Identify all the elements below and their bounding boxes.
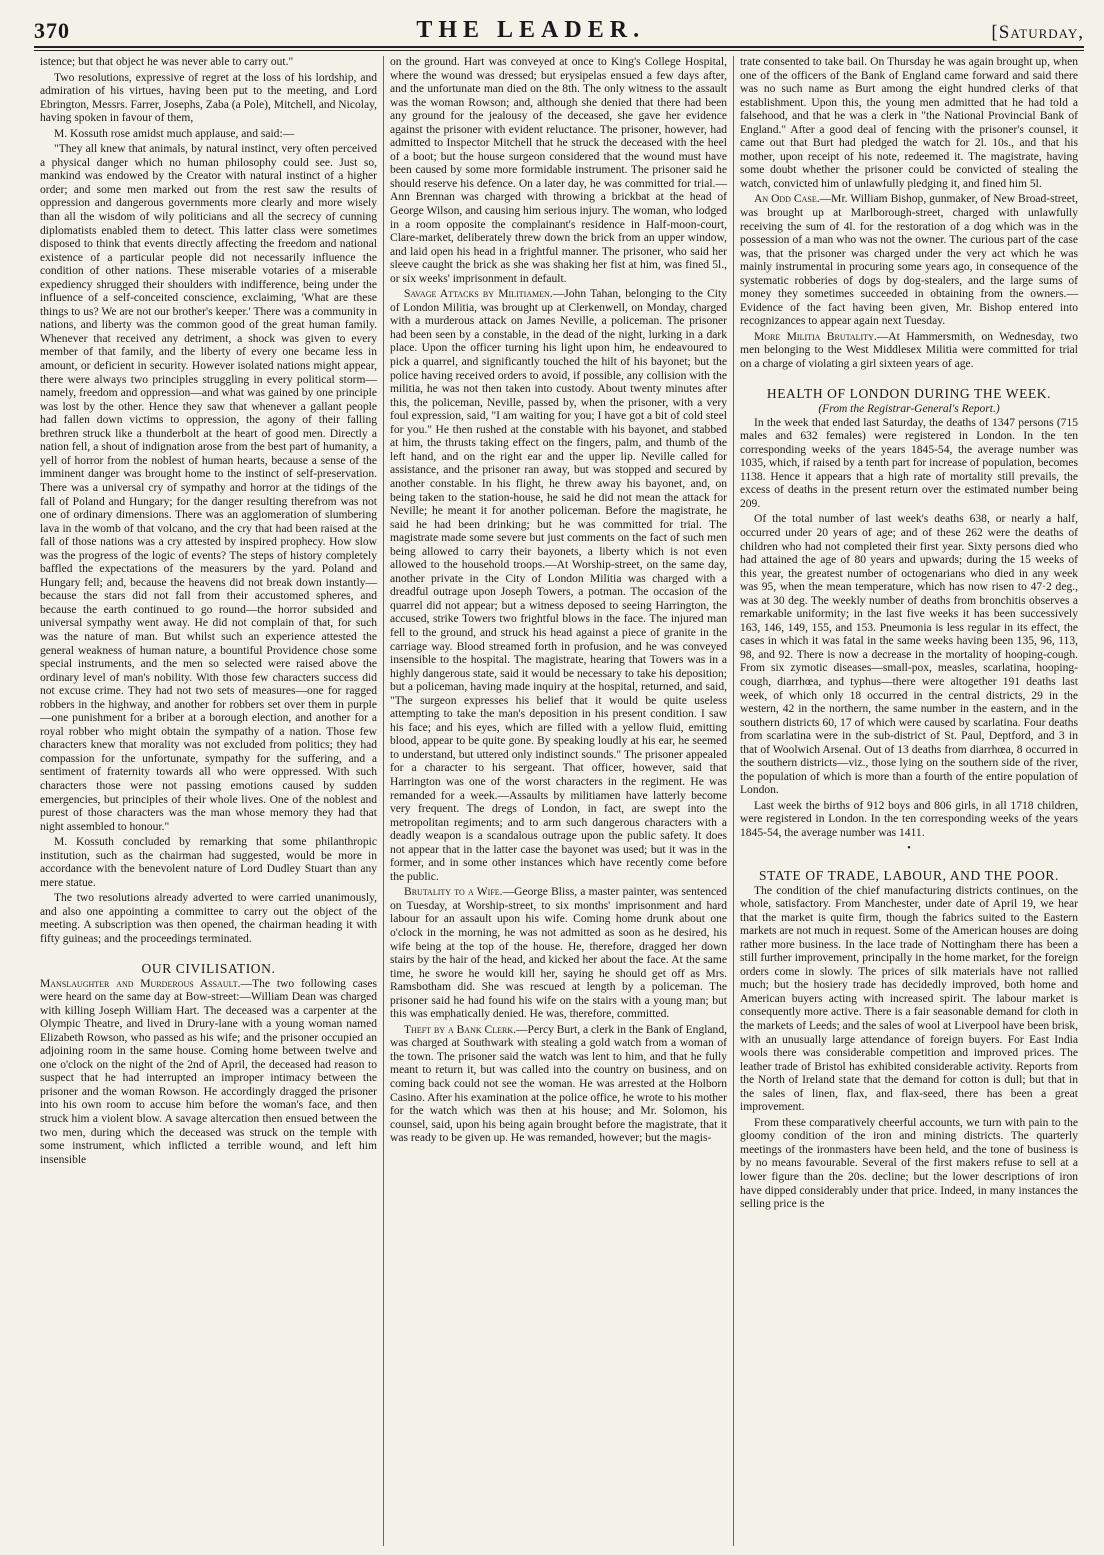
paragraph: In the week that ended last Saturday, the deaths of 1347 persons (715 males and 632 females) were registered in London. In the ten corresponding weeks of the years 1845-54, the average number was 1035, which, if raised by a tenth part for increase of population, becomes 1138. Hence it appears that a high rate of mortality still prevails, the excess of deaths in the present return over the estimated number being 209.: [740, 416, 1078, 510]
paragraph: Two resolutions, expressive of regret at the loss of his lordship, and admiration of his virtues, having been put to the meeting, and Lord Ebrington, Messrs. Farrer, Josephs, Zaba (a Pole), Mitchell, and Nicolay, having spoken in favour of them,: [40, 71, 377, 125]
separator: •: [907, 842, 911, 854]
section-heading-civilisation: OUR CIVILISATION.: [141, 960, 276, 976]
section-subheading: (From the Registrar-General's Report.): [818, 402, 1000, 415]
section-heading-trade: STATE OF TRADE, LABOUR, AND THE POOR.: [758, 867, 1060, 883]
kossuth-speech: [40, 143, 377, 834]
article-theft-clerk: [390, 1024, 727, 1146]
paragraph: The two resolutions already adverted to were carried unanimously, and also one appointing a committee to carry out the object of the meeting. A subscription was then opened, the chairman heading it with fifty guineas; and the proceedings terminated.: [40, 892, 377, 945]
article-savage-attacks: [390, 288, 727, 884]
article-odd-case: [740, 193, 1078, 328]
page-number: 370: [34, 18, 70, 43]
paragraph: on the ground. Hart was conveyed at once to King's College Hospital, where the wound was dressed; but erysipelas ensued a few days after, and the unfortunate man died on the 8th. The only witness to the assault was the woman Rowson; and, although she denied that there had been any ground for the jealousy of the deceased, she gave her evidence against the prisoner with evident reluctance. The prisoner, however, had admitted to Inspector Mitchell that he struck the deceased with the heel of a boot; but the house surgeon considered that the wound must have been caused by some more formidable instrument. The prisoner said he should reserve his defence. On a later day, he was committed for trial.—Ann Brennan was charged with throwing a brickbat at the head of George Wilson, and causing him serious injury. The woman, who lodged in a room opposite the complainant's residence in Half-moon-court, Clare-market, deliberately threw down the brick from an upper window, and laid open his head in a frightful manner. The prisoner, who said her sleeve caught the brick as she was shaking her fist at him, was fined 5l., or six weeks' imprisonment in default.: [390, 56, 727, 285]
article-brutality-wife: [390, 886, 727, 1021]
paragraph: M. Kossuth concluded by remarking that some philanthropic institution, such as the chairman had suggested, would be more in accordance with the benevolent nature of Lord Dudley Stuart than any mere statue.: [40, 836, 377, 889]
article-text: —At Hammersmith, on Wednesday, two men belonging to the West Middlesex Militia were committed for trial on a charge of violating a girl sixteen years of age.: [740, 330, 1078, 371]
paragraph: From these comparatively cheerful accounts, we turn with pain to the gloomy condition of the iron and mining districts. The quarterly meetings of the ironmasters have been held, and the tone of business is by no means favourable. Several of the first makers refuse to sell at a lower figure than the 20s. decline; but the lower descriptions of iron have dipped considerably under that price. Indeed, in many instances the selling price is the: [740, 1116, 1078, 1211]
article-text: —Mr. William Bishop, gunmaker, of New Broad-street, was brought up at Marlborough-street, charged with unlawfully receiving the sum of 4l. for the restoration of a dog which was in the possession of a man who was not the owner. The curious part of the case was, that the prisoner was charged under the very act which he was mainly instrumental in procuring some years ago, in consequence of the systematic robberies of dogs by dog-stealers, and the large sums of money they sometimes succeeded in obtaining from the owners.—Evidence of the fact having been given, Mr. Bishop entered into recognizances to appear again next Tuesday.: [740, 193, 1078, 328]
paragraph: M. Kossuth rose amidst much applause, and said:—: [54, 127, 295, 140]
issue-day: [Saturday,: [991, 22, 1084, 43]
runin-heading: Manslaughter and Murderous Assault.: [40, 977, 241, 990]
article-text: —The two following cases were heard on the same day at Bow-street:—William Dean was charged with killing Joseph William Hart. The deceased was a carpenter at the Olympic Theatre, and lived in Drury-lane with a young woman named Elizabeth Rowson, who passed as his wife; and the prisoner occupied an adjoining room in the same house. Coming home between twelve and one o'clock on the night of the 2nd of April, the deceased had reason to suspect that he had interrupted an improper intimacy between the prisoner and the woman Rowson. He accordingly dragged the prisoner into his own room to accuse him before the woman's face, and then struck him a violent blow. A savage altercation then ensued between the two men, during which the deceased was struck on the temple with some instrument, which inflicted a terrible wound, and left him insensible: [40, 977, 377, 1166]
article-manslaughter: [40, 978, 377, 1168]
runin-heading: Theft by a Bank Clerk.: [404, 1023, 516, 1036]
article-militia-brutality: [740, 331, 1078, 372]
runin-heading: An Odd Case.: [754, 193, 820, 206]
column-2: [384, 56, 734, 1546]
paragraph: The condition of the chief manufacturing districts continues, on the whole, satisfactory. From Manchester, under date of April 19, we hear that the market is quite firm, though the fabrics suited to the Eastern markets are not much in request. Some of the American houses are doing rather more business. In the lace trade of Nottingham there has been a still further improvement, principally in the home market, for the foreign orders come in slowly. The prices of silk materials have not rallied much; but the hosiery trade has decidedly improved, both home and American buyers acting with increased spirit. The labour market is consequently more active. There is a fair seasonable demand for cloth in the markets of Leeds; and the sales of wool at Liverpool have been brisk, with an unusually large attendance of foreign buyers. For East India wools there was considerable competition and improved prices. The leather trade of Bristol has exhibited considerable activity. Reports from the North of Ireland state that the demand for cotton is dull; but that in the sales of linen, flax, and flax-seed, there has been a great improvement.: [740, 884, 1078, 1114]
section-heading-health: HEALTH OF LONDON DURING THE WEEK.: [766, 385, 1052, 401]
column-3: [734, 56, 1084, 1546]
runin-heading: Brutality to a Wife.: [404, 886, 503, 899]
article-text: —John Tahan, belonging to the City of London Militia, was brought up at Clerkenwell, on Monday, charged with a murderous attack on James Neville, a policeman. The prisoner had been seen by a constable, in the dead of the night, lurking in a dark place. Upon the officer turning his light upon him, he endeavoured to pick a quarrel, and significantly touched the hilt of his bayonet; but the police having received orders to avoid, if possible, any collision with the militia, he was not then taken into custody. About twenty minutes after this, the policeman, Neville, passed by, when the prisoner, with a very foul expression, said, "I am waiting for you; I have got a bit of cold steel for you." He then rushed at the constable with his bayonet, and stabbed at him, the thrusts taking effect on the fingers, palm, and thumb of the left hand, and on the right ear and the upper lip. Neville called for assistance, and the prisoner ran away, but was stopped and secured by another constable. In his flight, he threw away his bayonet, and, on being taken to the station-house, he said he did not mean the attack for Neville; he meant it for another policeman. Before the magistrate, he said he had been drinking; but he was committed for trial. The magistrate made some severe but just comments on the fact of such men being allowed to carry their bayonets, a liberty which is not even allowed to the household troops.—At Worship-street, on the same day, another private in the City of London Militia was charged with a dreadful outrage upon Joseph Towers, a potman. The occasion of the quarrel did not appear; but a witness deposed to seeing Harrington, the accused, strike Towers two frightful blows in the face. The injured man fell to the ground, and struck his head against a piece of granite in the carriage way. Blood streamed forth in profusion, and he was conveyed insensible to the hospital. The magistrate, hearing that Towers was in a highly dangerous state, said it would be necessary to take his deposition; but a policeman, having made inquiry at the hospital, returned, and said, "The surgeon expresses his belief that it would be quite useless attempting to take the man's deposition in his present condition. I saw his face; and his eyes, which are filled with a yellow fluid, emitting blood, appear to be quite gone. By speaking loudly at his ear, he seemed to understand, but uttered only indistinct sounds." The prisoner appealed for a character to his sergeant. That officer, however, said that Harrington was one of the worst characters in the regiment. He was remanded for a week.—Assaults by militiamen have latterly become very frequent. The dregs of London, in fact, are swept into the metropolitan regiments; and to arm such dangerous characters with a deadly weapon is a scandalous outrage upon the public safety. It does not appear that in the latter case the bayonet was used; but it was in the former, and in some other instances which have recently come before the public.: [390, 288, 727, 883]
paragraph: Last week the births of 912 boys and 806 girls, in all 1718 children, were registered in London. In the ten corresponding weeks of the years 1845-54, the average number was 1411.: [740, 799, 1078, 839]
runin-heading: Savage Attacks by Militiamen.: [404, 288, 553, 301]
article-text: —Percy Burt, a clerk in the Bank of England, was charged at Southwark with stealing a gold watch from a woman of the town. The prisoner said the watch was lent to him, and that he fully meant to return it, but was called into the country on business, and on coming back could not see the woman. He was arrested at the Holborn Casino. After his examination at the police office, he wrote to his mother for the watch which was then at his house; and Mr. Solomon, his counsel, said, upon his being again brought before the magistrate, that it was ready to be given up. He was remanded, however; but the magis-: [390, 1023, 727, 1145]
paragraph: Of the total number of last week's deaths 638, or nearly a half, occurred under 20 years of age; and of these 262 were the deaths of children who had not completed their first year. Sixty persons died who had attained the age of 80 years and upwards; during the 15 weeks of this year, the greatest number of octogenarians who died in any week was 95, when the mean temperature, which has now risen to 47·2 deg., was at 30 deg. The weekly number of deaths from bronchitis observes a remarkable uniformity; in the last five weeks it has been successively 163, 146, 149, 155, and 153. Pneumonia is less regular in its effect, the cases in which it was fatal in the same weeks having been 135, 96, 113, 98, and 92. There is now a decrease in the mortality of hooping-cough. From six zymotic diseases—small-pox, measles, scarlatina, hooping-cough, diarrhœa, and typhus—there were altogether 191 deaths last week, of which only 18 occurred in the central districts, 29 in the western, 42 in the northern, the same number in the eastern, and in the southern districts 60, 17 of which were caused by scarlatina. Four deaths from scarlatina were in the sub-district of St. Paul, Deptford, and 3 in that of Woolwich Arsenal. Out of 13 deaths from diarrhœa, 8 occurred in the southern districts—viz., those lying on the southern side of the river, the population of which is more than a fourth of the entire population of London.: [740, 513, 1078, 797]
article-text: —George Bliss, a master painter, was sentenced on Tuesday, at Worship-street, to six months' imprisonment and hard labour for an assault upon his wife. Coming home drunk about one o'clock in the morning, he was not admitted as soon as he desired, his wife being at the top of the house. He, therefore, dragged her down stairs by the hair of the head, and kicked her about the face. At the same time, he swore he would kill her, saying he should get off as Mrs. Ramsbotham did. She was rescued at length by a policeman. The prisoner said he had found his wife on the stairs with a young man; but this was emphatically denied. He was, therefore, committed.: [390, 886, 727, 1021]
runin-heading: More Militia Brutality.: [754, 330, 877, 343]
paragraph: trate consented to take bail. On Thursday he was again brought up, when one of the officers of the Bank of England came forward and said there was no such name as Burt among the eight hundred clerks of that establishment. Upon this, the young men admitted that he had told a falsehood, and that he was a clerk in "the National Provincial Bank of England." After a good deal of fencing with the prisoner's counsel, it came out that Burt had pledged the watch for 2l. 10s., and that his mother, upon receipt of his note, redeemed it. The magistrate, having some doubt whether the prisoner could be convicted of stealing the watch, convicted him of unlawfully pledging it, and fined him 5l.: [740, 56, 1078, 190]
columns: [34, 56, 1084, 1546]
header-rule-thin: [34, 50, 1084, 51]
paragraph: istence; but that object he was never able to carry out.": [40, 56, 294, 68]
column-1: [34, 56, 384, 1546]
header-rule: [34, 46, 1084, 48]
masthead: [34, 14, 1084, 44]
page-title: THE LEADER.: [416, 17, 646, 43]
quote-paragraph: "They all knew that animals, by natural instinct, very often perceived a physical danger which no human philosophy could see. Just so, mankind was endowed by the Creator with natural instinct of a higher order; and some men marked out from the rest saw the results of oppression and dangerous governments more clearly and more wisely than all the wisdom of wily politicians and all the secrecy of cunning diplomatists enabled them to detect. This latter class were sometimes disposed to think that events directly affecting the freedom and national existence of a particular people did not necessarily influence the condition of other nations. These miserable votaries of a miserable expediency shrugged their shoulders with indifference, being under the influence of a self-conceited conscience, exclaiming, 'What are these things to us? We are not our brother's keeper.' There was a community in nations, and liberty was the common good of the great human family. Whenever that received any detriment, a shock was given to every member of that family, and the liberty of every one became less in amount, or deficient in security. However isolated nations might appear, there were always two principles struggling in every political storm—namely, freedom and oppression—and what was gained by one principle was lost by the other. Hence they saw that whenever a gallant people had fallen down victims to oppression, the agony of their falling brethren struck like a thunderbolt at the heart of good men. Directly a nation fell, a shout of indignation arose from the best part of humanity, a yell of horror from the noblest of human hearts, because a sense of the imminent danger was brought home to the instinct of self-preservation. There was a universal cry of sympathy and horror at the tidings of the fall of Poland and Hungary; for the danger resulting therefrom was not one of ordinary dimensions. There was an agglomeration of slumbering lava in the womb of that volcano, and the cry that had been raised at the fall of those nations was a cry attested by inspired prophecy. How slow was the progress of the logic of events? The steps of history completely baffled the expectations of the measurers by the yard. Poland and Hungary fell; and, because the heavens did not break down instantly—because the stars did not fall from their accustomed spheres, and because the earth continued to go round—the horror subsided and universal sympathy went away. He did not complain of that, for such was the nature of man. But whilst such an experience attested the general weakness of human nature, a bountiful Providence chose some special instruments, and the men so selected were raised above the ordinary level of man's nobility. With those few characters success did not excuse crime. They had not two sets of measures—one for ragged robbers in the highway, and another for robbers set over them in purple—one punishment for a briber at a borough election, and another for a royal robber who might obtain the sympathy of a nation. Those few characters knew that morality was not excluded from politics; they had compassion for the unfortunate, sympathy for the suffering, and a sentiment of fraternity towards all who were oppressed. With such characters those were not passing emotions caused by sudden emergencies, but principles of their whole lives. One of the noblest and purest of those characters was the man whose memory they had that night assembled to honour.": [40, 143, 377, 833]
